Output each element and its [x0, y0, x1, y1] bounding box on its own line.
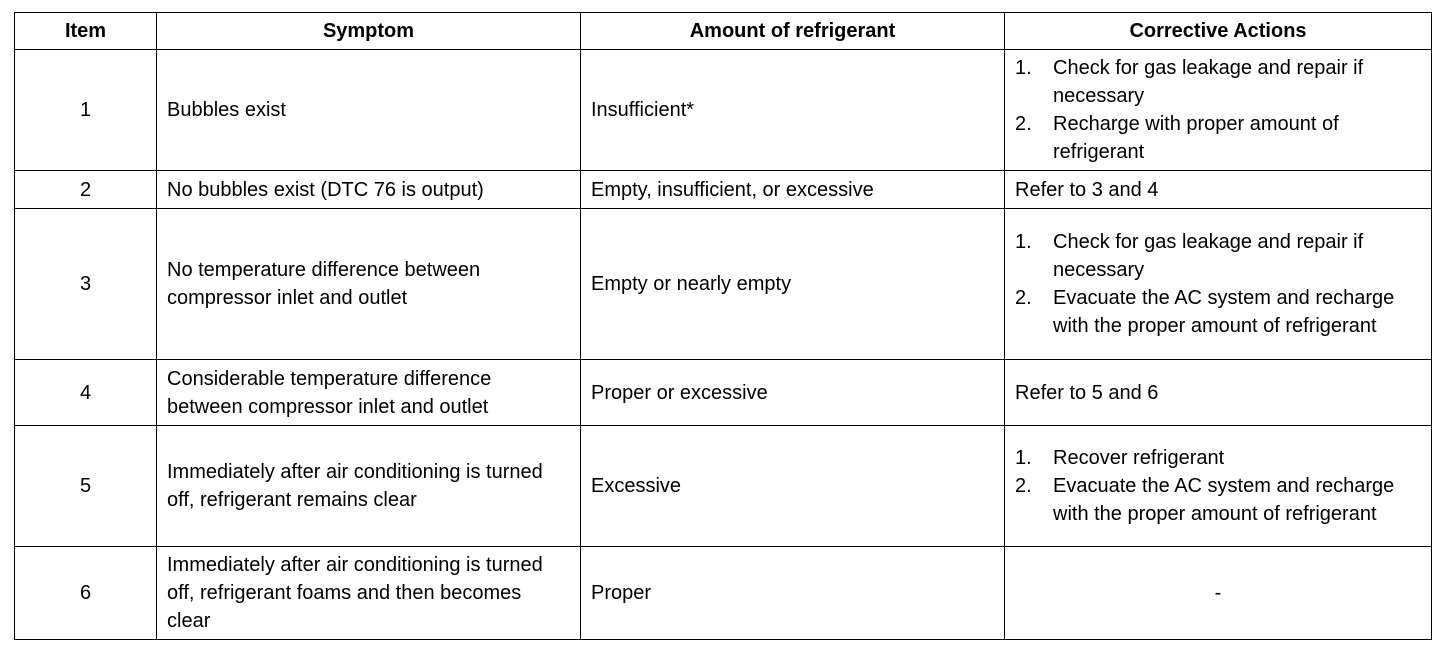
- item-number: 2: [15, 171, 157, 209]
- symptom-cell: Immediately after air conditioning is turned off, refrigerant remains clear: [157, 426, 581, 547]
- step-text: Recharge with proper amount of refrigerant: [1053, 113, 1339, 163]
- actions-list: [1015, 228, 1421, 340]
- action-step: [1015, 444, 1421, 472]
- action-step: [1015, 284, 1421, 340]
- header-symptom: Symptom: [157, 13, 581, 50]
- item-number: 6: [15, 547, 157, 640]
- step-text: Check for gas leakage and repair if necessary: [1053, 231, 1364, 281]
- step-number: 2.: [1015, 287, 1032, 309]
- actions-list: [1015, 444, 1421, 528]
- step-text: Check for gas leakage and repair if necessary: [1053, 57, 1364, 107]
- document-table-wrapper: [14, 12, 1432, 640]
- step-number: 1.: [1015, 447, 1032, 469]
- actions-cell: Refer to 3 and 4: [1005, 171, 1432, 209]
- actions-list: [1015, 54, 1421, 166]
- amount-cell: Empty, insufficient, or excessive: [581, 171, 1005, 209]
- table-row: [15, 360, 1432, 426]
- amount-cell: Empty or nearly empty: [581, 209, 1005, 360]
- symptom-cell: Bubbles exist: [157, 50, 581, 171]
- action-step: [1015, 472, 1421, 528]
- action-step: [1015, 54, 1421, 110]
- action-step: [1015, 228, 1421, 284]
- symptom-cell: No temperature difference between compressor inlet and outlet: [157, 209, 581, 360]
- symptom-cell: No bubbles exist (DTC 76 is output): [157, 171, 581, 209]
- header-item: Item: [15, 13, 157, 50]
- actions-cell: Refer to 5 and 6: [1005, 360, 1432, 426]
- header-corrective-actions: Corrective Actions: [1005, 13, 1432, 50]
- table-row: [15, 171, 1432, 209]
- step-number: 1.: [1015, 57, 1032, 79]
- symptom-cell: Considerable temperature difference between compressor inlet and outlet: [157, 360, 581, 426]
- symptom-cell: Immediately after air conditioning is turned off, refrigerant foams and then becomes clear: [157, 547, 581, 640]
- amount-cell: Proper or excessive: [581, 360, 1005, 426]
- step-text: Evacuate the AC system and recharge with the proper amount of refrigerant: [1053, 475, 1395, 525]
- actions-cell: [1005, 209, 1432, 360]
- step-number: 2.: [1015, 113, 1032, 135]
- amount-cell: Excessive: [581, 426, 1005, 547]
- step-number: 1.: [1015, 231, 1032, 253]
- item-number: 4: [15, 360, 157, 426]
- action-step: [1015, 110, 1421, 166]
- actions-cell: -: [1005, 547, 1432, 640]
- table-row: [15, 547, 1432, 640]
- header-amount: Amount of refrigerant: [581, 13, 1005, 50]
- step-text: Recover refrigerant: [1053, 447, 1225, 469]
- table-row: [15, 209, 1432, 360]
- table-row: [15, 50, 1432, 171]
- actions-cell: [1005, 50, 1432, 171]
- table-header-row: [15, 13, 1432, 50]
- actions-cell: [1005, 426, 1432, 547]
- refrigerant-diagnosis-table: [14, 12, 1432, 640]
- amount-cell: Proper: [581, 547, 1005, 640]
- amount-cell: Insufficient*: [581, 50, 1005, 171]
- table-row: [15, 426, 1432, 547]
- item-number: 5: [15, 426, 157, 547]
- item-number: 1: [15, 50, 157, 171]
- step-text: Evacuate the AC system and recharge with the proper amount of refrigerant: [1053, 287, 1395, 337]
- item-number: 3: [15, 209, 157, 360]
- step-number: 2.: [1015, 475, 1032, 497]
